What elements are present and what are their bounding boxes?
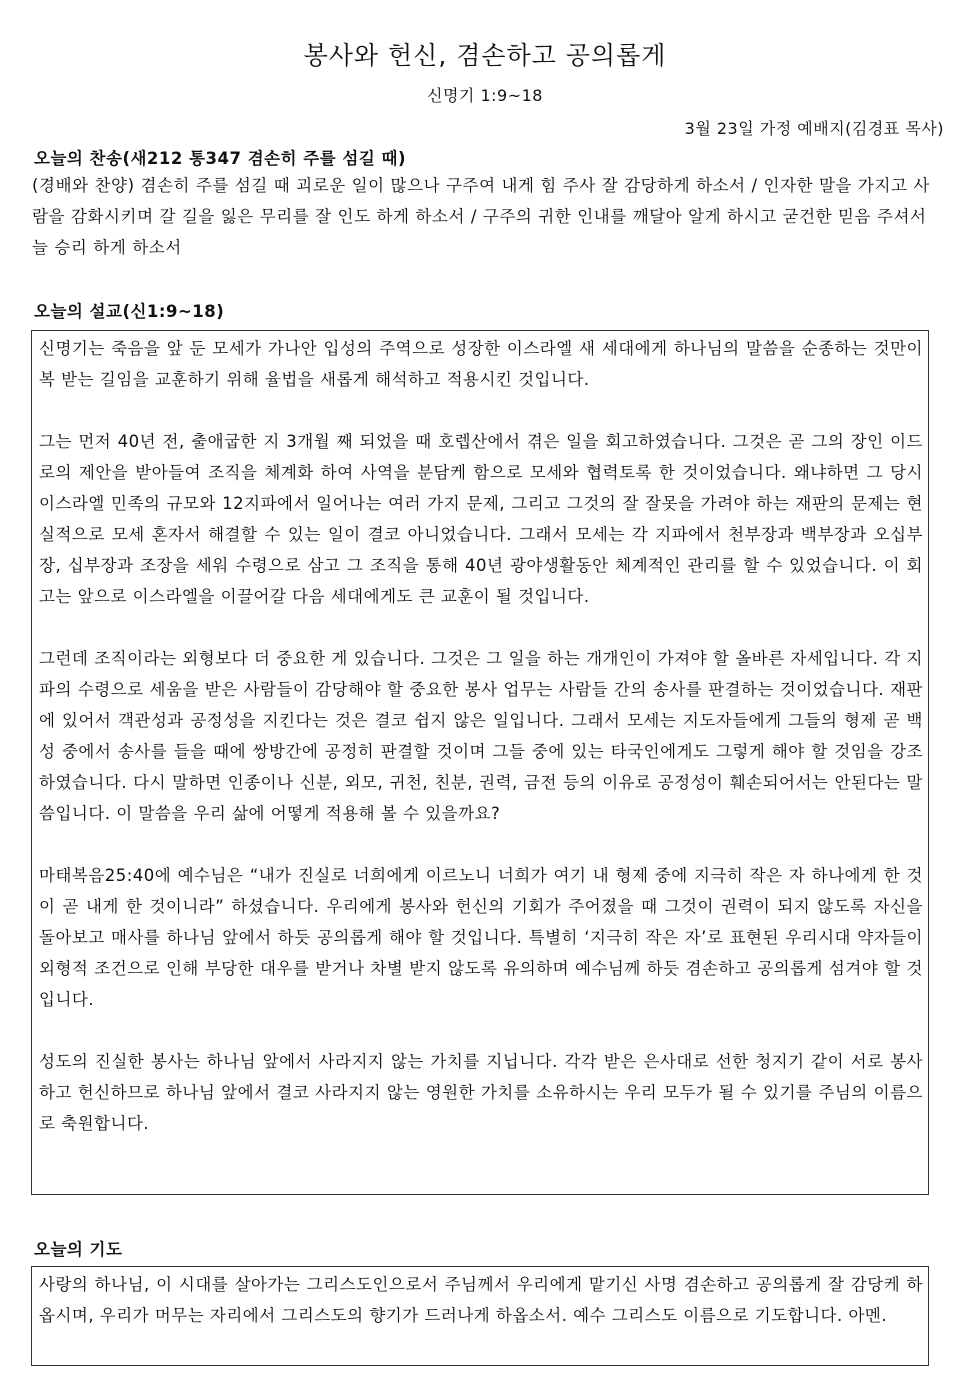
sermon-paragraph: 그런데 조직이라는 외형보다 더 중요한 게 있습니다. 그것은 그 일을 하는 개개인이 가져야 할 올바른 자세입니다. 각 지파의 수령으로 세움을 받은 사람들이 감당해야 할 중요한 봉사 업무는 사람들 간의 송사를 판결하는 것이었습니다. 재판에 있어서 객관성과 공정성을 지킨다는 것은 결코 쉽지 않은 일입니다. 그래서 모세는 지도자들에게 그들의 형제 곧 백성 중에서 송사를 들을 때에 쌍방간에 공정히 판결할 것이며 그들 중에 있는 타국인에게도 그렇게 해야 할 것임을 강조하였습니다. 다시 말하면 인종이나 신분, 외모, 귀천, 친분, 권력, 금전 등의 이유로 공정성이 훼손되어서는 안된다는 말씀입니다. 이 말씀을 우리 삶에 어떻게 적용해 볼 수 있을까요?	[39, 649, 923, 823]
sermon-paragraph: 마태복음25:40에 예수님은 “내가 진실로 너희에게 이르노니 너희가 여기 내 형제 중에 지극히 작은 자 하나에게 한 것이 곧 내게 한 것이니라” 하셨습니다. 우리에게 봉사와 헌신의 기회가 주어졌을 때 그것이 권력이 되지 않도록 자신을 돌아보고 매사를 하나님 앞에서 하듯 공의롭게 해야 할 것입니다. 특별히 ‘지극히 작은 자’로 표현된 우리시대 약자들이 외형적 조건으로 인해 부당한 대우를 받거나 차별 받지 않도록 유의하며 예수님께 하듯 겸손하고 공의롭게 섬겨야 할 것입니다.	[39, 866, 923, 1009]
date-line: 3월 23일 가정 예배지(김경표 목사)	[684, 119, 944, 138]
sermon-paragraph: 신명기는 죽음을 앞 둔 모세가 가나안 입성의 주역으로 성장한 이스라엘 새 세대에게 하나님의 말씀을 순종하는 것만이 복 받는 길임을 교훈하기 위해 율법을 새롭게 해석하고 적용시킨 것입니다.	[39, 339, 923, 389]
hymn-heading: 오늘의 찬송(새212 통347 겸손히 주를 섬길 때)	[34, 149, 407, 168]
prayer-heading: 오늘의 기도	[34, 1240, 123, 1259]
scripture-reference: 신명기 1:9~18	[427, 86, 543, 105]
sermon-box	[31, 330, 929, 1195]
page-title: 봉사와 헌신, 겸손하고 공의롭게	[303, 41, 667, 70]
sermon-paragraph: 그는 먼저 40년 전, 출애굽한 지 3개월 째 되었을 때 호렙산에서 겪은 일을 회고하였습니다. 그것은 곧 그의 장인 이드로의 제안을 받아들여 조직을 체계화 하여 사역을 분담케 함으로 모세와 협력토록 한 것이었습니다. 왜냐하면 그 당시 이스라엘 민족의 규모와 12지파에서 일어나는 여러 가지 문제, 그리고 그것의 잘 잘못을 가려야 하는 재판의 문제는 현실적으로 모세 혼자서 해결할 수 있는 일이 결코 아니었습니다. 그래서 모세는 각 지파에서 천부장과 백부장과 오십부장, 십부장과 조장을 세워 수령으로 삼고 그 조직을 통해 40년 광야생활동안 체계적인 관리를 할 수 있었습니다. 이 회고는 앞으로 이스라엘을 이끌어갈 다음 세대에게도 큰 교훈이 될 것입니다.	[39, 432, 923, 606]
sermon-heading: 오늘의 설교(신1:9~18)	[34, 302, 225, 321]
prayer-box	[31, 1266, 929, 1366]
prayer-text: 사랑의 하나님, 이 시대를 살아가는 그리스도인으로서 주님께서 우리에게 맡기신 사명 겸손하고 공의롭게 잘 감당케 하옵시며, 우리가 머무는 자리에서 그리스도의 향기가 드러나게 하옵소서. 예수 그리스도 이름으로 기도합니다. 아멘.	[39, 1275, 923, 1325]
sermon-paragraph: 성도의 진실한 봉사는 하나님 앞에서 사라지지 않는 가치를 지닙니다. 각각 받은 은사대로 선한 청지기 같이 서로 봉사하고 헌신하므로 하나님 앞에서 결코 사라지지 않는 영원한 가치를 소유하시는 우리 모두가 될 수 있기를 주님의 이름으로 축원합니다.	[39, 1052, 923, 1133]
hymn-lyrics: (경배와 찬양) 겸손히 주를 섬길 때 괴로운 일이 많으나 구주여 내게 힘 주사 잘 감당하게 하소서 / 인자한 말을 가지고 사람을 감화시키며 갈 길을 잃은 무리를 잘 인도 하게 하소서 / 구주의 귀한 인내를 깨달아 알게 하시고 굳건한 믿음 주셔서 늘 승리 하게 하소서	[32, 176, 930, 257]
